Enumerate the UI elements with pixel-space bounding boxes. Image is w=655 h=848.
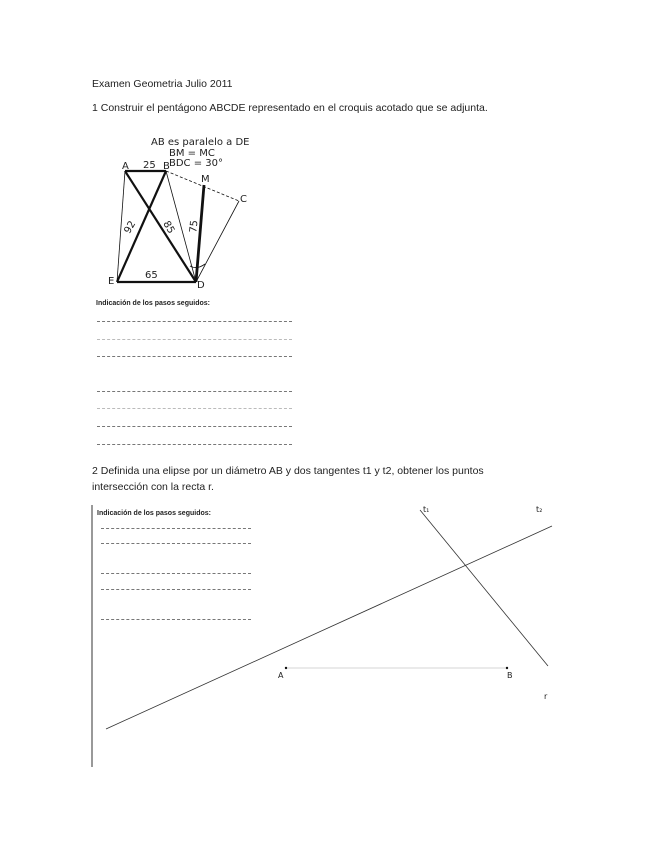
exercise1-steps-heading: Indicación de los pasos seguidos: (96, 300, 210, 307)
exercise2-statement-line1: 2 Definida una elipse por un diámetro AB y dos tangentes t1 y t2, obtener los puntos (92, 465, 484, 477)
point-b-mark (506, 667, 508, 669)
point-b-label: B (163, 161, 170, 172)
dim-ab: 25 (143, 160, 156, 171)
dim-diag2: 85 (160, 219, 177, 236)
point-a-mark (285, 667, 287, 669)
dim-dm: 75 (188, 219, 201, 234)
tangent-t1 (420, 510, 548, 666)
sketch-note-1: AB es paralelo a DE (151, 137, 250, 148)
exercise1-statement: 1 Construir el pentágono ABCDE representado en el croquis acotado que se adjunta. (92, 102, 488, 114)
answer-line[interactable] (101, 619, 251, 620)
label-a: A (278, 671, 284, 680)
label-r: r (544, 692, 548, 701)
answer-line[interactable] (101, 573, 251, 574)
answer-line[interactable] (101, 589, 251, 590)
point-e-label: E (108, 276, 115, 287)
point-c-label: C (240, 194, 247, 205)
page-title: Examen Geometria Julio 2011 (92, 78, 233, 90)
dim-diag1: 92 (122, 219, 139, 236)
point-m-label: M (201, 174, 210, 185)
point-d-label: D (197, 280, 205, 291)
exercise2-statement-line2: intersección con la recta r. (92, 481, 214, 493)
point-a-label: A (122, 161, 129, 172)
label-t2: t₂ (536, 505, 543, 514)
dim-ed: 65 (145, 270, 158, 281)
answer-line[interactable] (101, 543, 251, 544)
label-b: B (507, 671, 513, 680)
line-r (106, 526, 552, 729)
label-t1: t₁ (423, 505, 430, 514)
exercise2-steps-heading: Indicación de los pasos seguidos: (97, 510, 211, 517)
sketch-note-2: BM = MC (169, 148, 215, 159)
answer-line[interactable] (101, 528, 251, 529)
sketch-note-3: BDC = 30° (169, 158, 224, 169)
